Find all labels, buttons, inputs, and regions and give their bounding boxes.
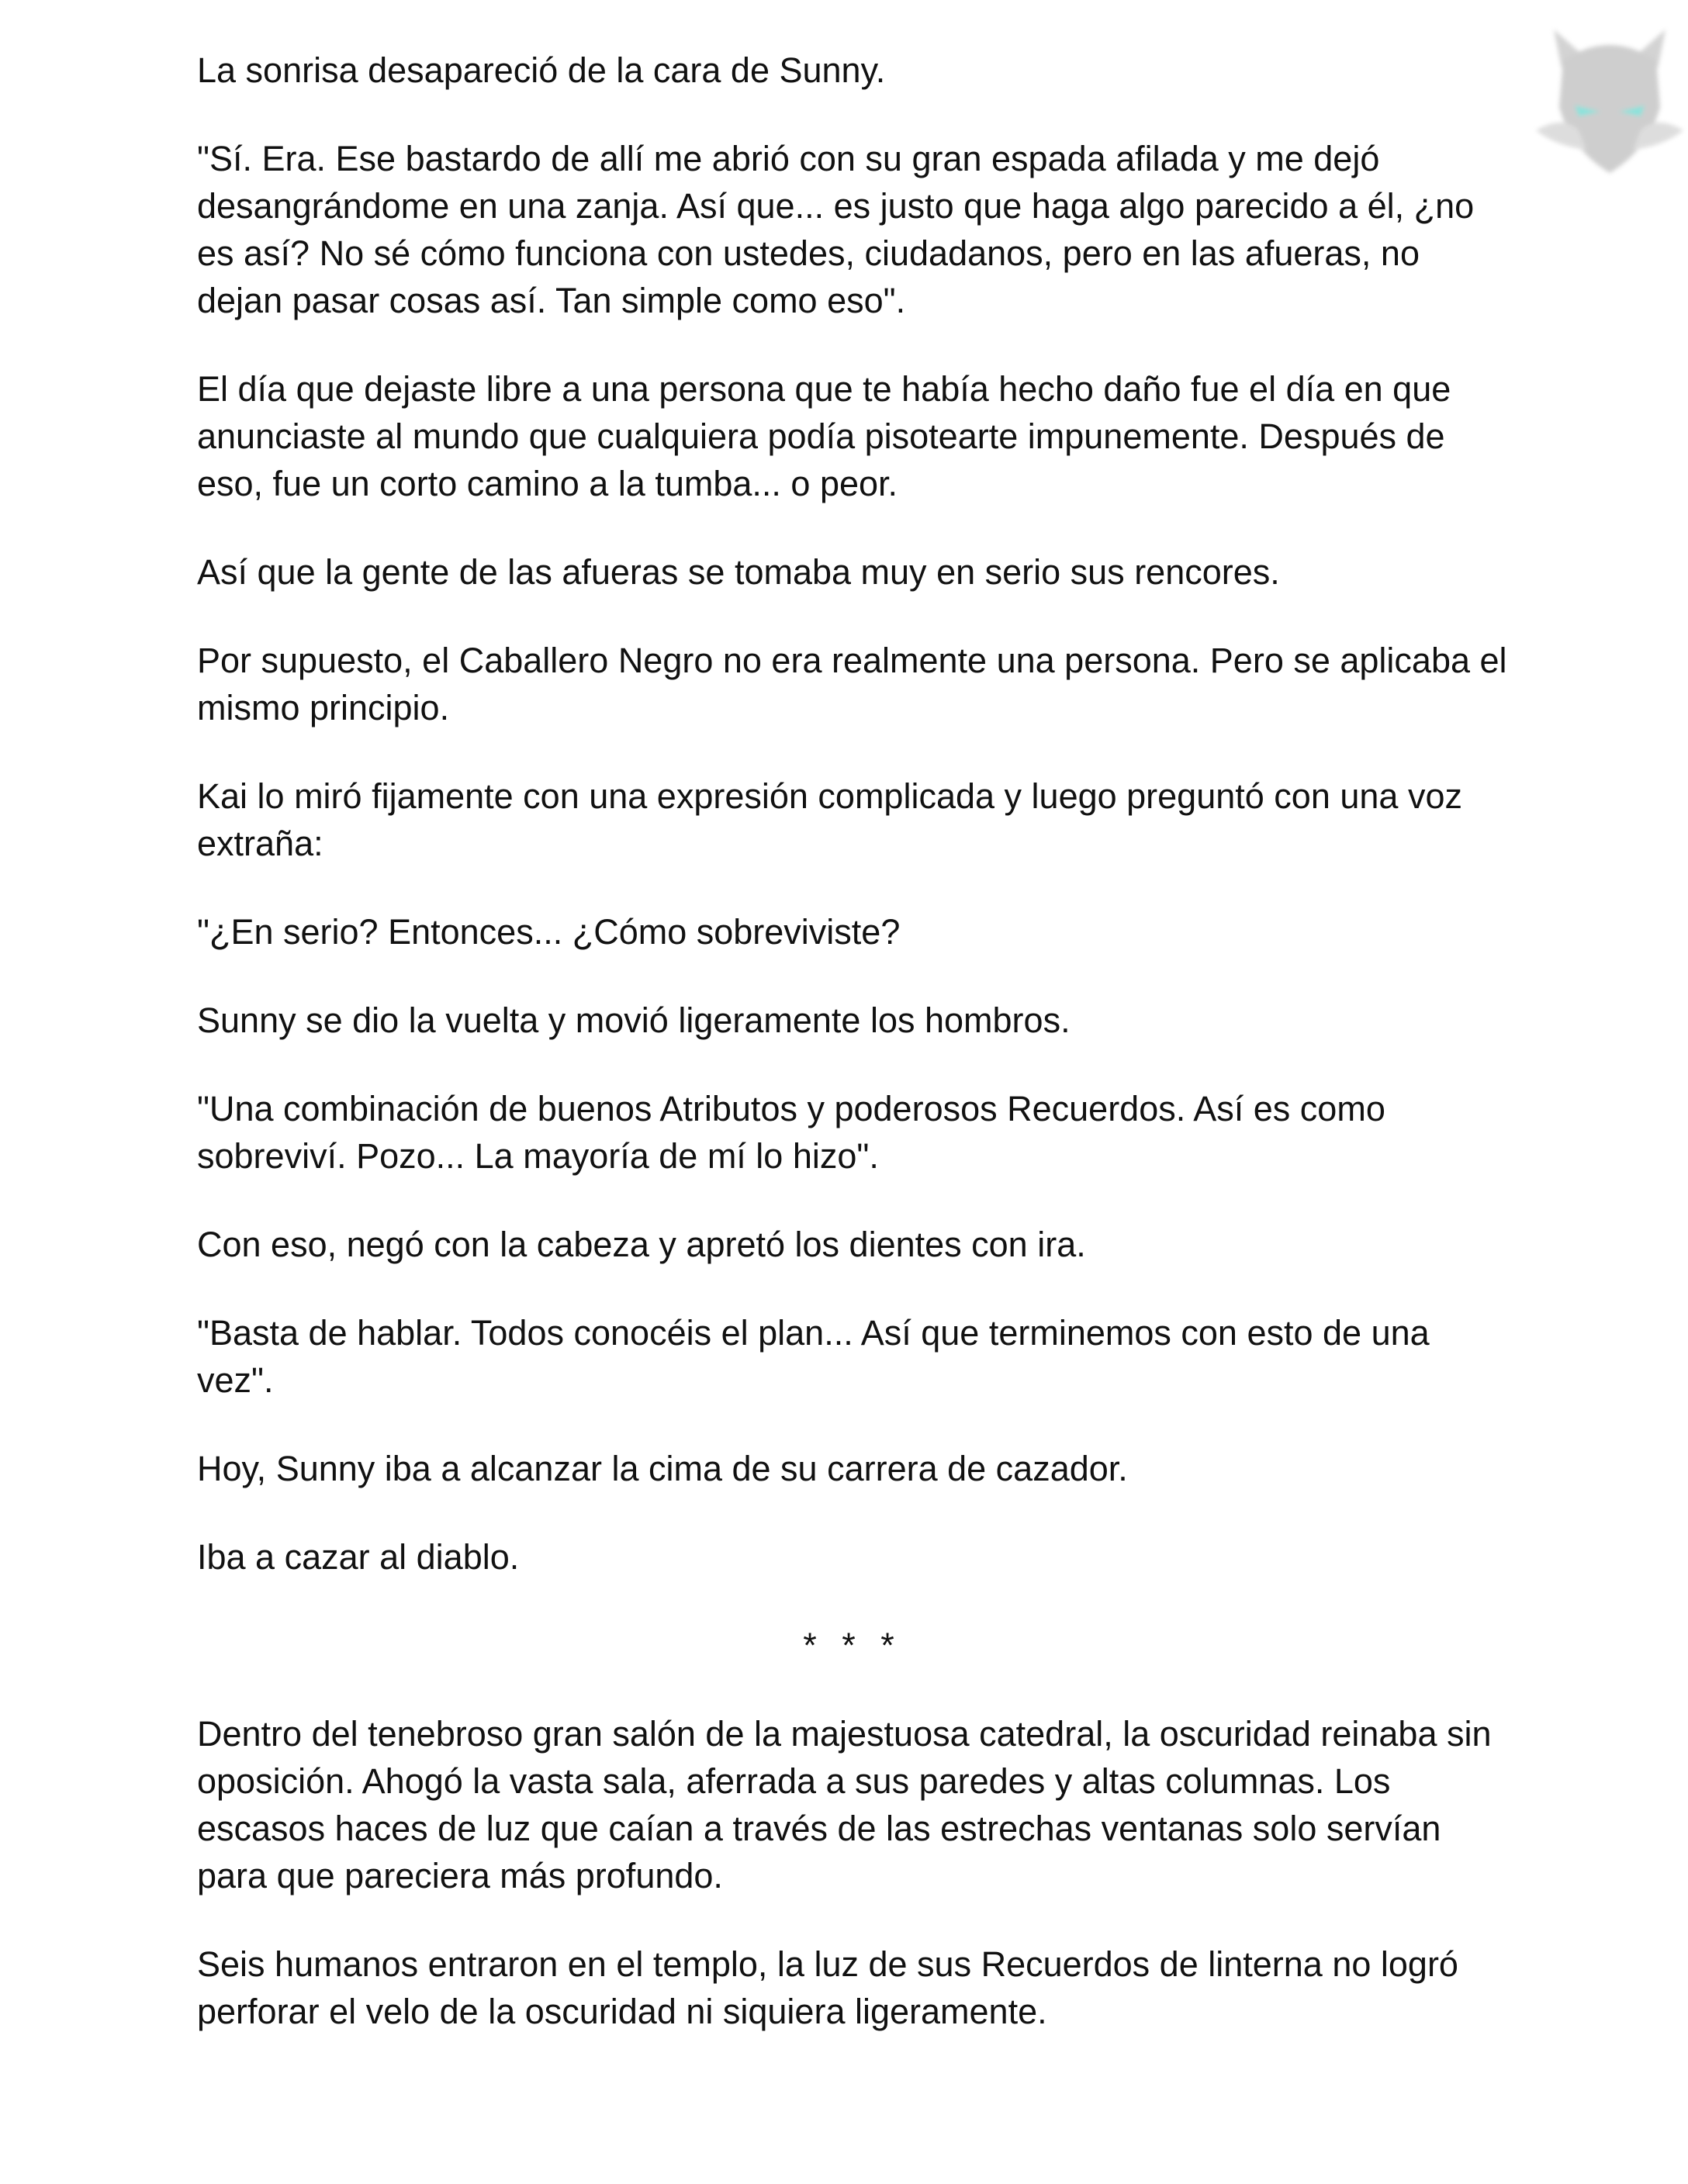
paragraph: "Una combinación de buenos Atributos y poderosos Recuerdos. Así es como sobreviví. Pozo... La mayoría de mí lo hizo".: [197, 1089, 1385, 1176]
paragraph: Así que la gente de las afueras se tomaba muy en serio sus rencores.: [197, 552, 1280, 592]
chapter-text: [197, 47, 1508, 2076]
paragraph: Dentro del tenebroso gran salón de la majestuosa catedral, la oscuridad reinaba sin oposición. Ahogó la vasta sala, aferrada a sus paredes y altas columnas. Los escasos haces de luz que caían a través de las estrechas ventanas solo servían para que pareciera más profundo.: [197, 1714, 1492, 1895]
paragraph: Con eso, negó con la cabeza y apretó los dientes con ira.: [197, 1225, 1086, 1264]
paragraph: Kai lo miró fijamente con una expresión complicada y luego preguntó con una voz extraña:: [197, 776, 1462, 863]
paragraph: "¿En serio? Entonces... ¿Cómo sobreviviste?: [197, 912, 901, 952]
paragraph: Por supuesto, el Caballero Negro no era realmente una persona. Pero se aplicaba el mismo principio.: [197, 641, 1507, 727]
scene-separator: * * *: [803, 1626, 902, 1665]
paragraph: La sonrisa desapareció de la cara de Sunny.: [197, 50, 886, 90]
paragraph: "Sí. Era. Ese bastardo de allí me abrió con su gran espada afilada y me dejó desangrándome en una zanja. Así que... es justo que haga algo parecido a él, ¿no es así? No sé cómo funciona con ustedes, ciudadanos, pero en las afueras, no dejan pasar cosas así. Tan simple como eso".: [197, 139, 1475, 320]
paragraph: Iba a cazar al diablo.: [197, 1537, 520, 1577]
paragraph: El día que dejaste libre a una persona que te había hecho daño fue el día en que anunciaste al mundo que cualquiera podía pisotearte impunemente. Después de eso, fue un corto camino a la tumba... o peor.: [197, 369, 1451, 503]
paragraph: Sunny se dio la vuelta y movió ligeramente los hombros.: [197, 1000, 1071, 1040]
paragraph: Hoy, Sunny iba a alcanzar la cima de su carrera de cazador.: [197, 1449, 1128, 1488]
paragraph: "Basta de hablar. Todos conocéis el plan... Así que terminemos con esto de una vez".: [197, 1313, 1430, 1400]
paragraph: Seis humanos entraron en el templo, la luz de sus Recuerdos de linterna no logró perforar el velo de la oscuridad ni siquiera ligeramente.: [197, 1944, 1458, 2031]
demon-head-icon: [1532, 14, 1687, 188]
